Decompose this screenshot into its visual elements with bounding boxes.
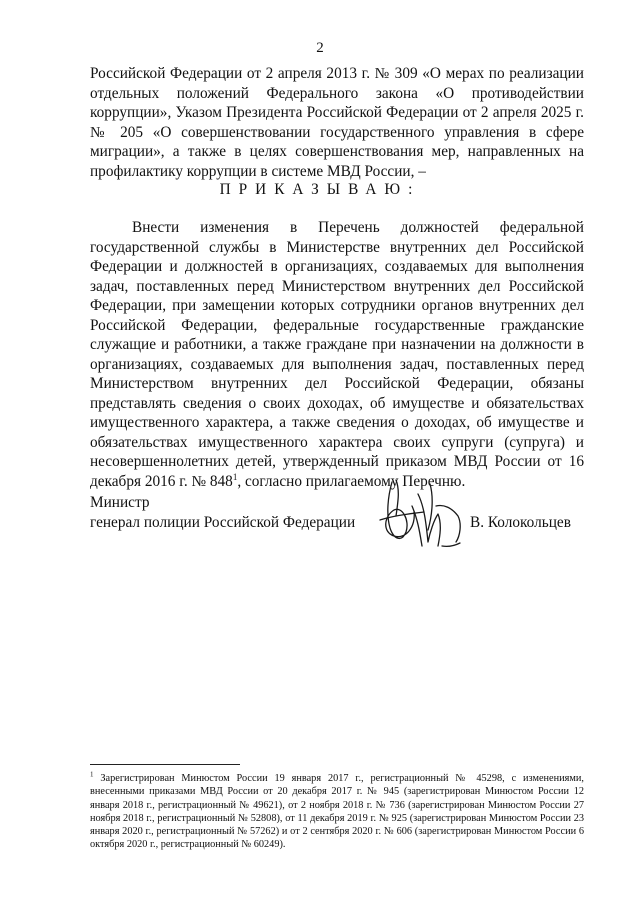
footnote-reference: 1 xyxy=(232,471,238,482)
order-paragraph-text: Внести изменения в Перечень должностей федеральной государственной службы в Министерстве внутренних дел Российской Федерации и должностей в организациях, создаваемых для выполнения задач, поставленных перед Министерством внутренних дел Российской Федерации, при замещении которых сотрудники органов внутренних дел Российской Федерации, федеральные государственные гражданские служащие и работники, а также граждане при назначении на должности в организациях, создаваемых для выполнения задач, поставленных перед Министерством внутренних дел Российской Федерации, обязаны представлять сведения о своих доходах, об имуществе и обязательствах имущественного характера, а также сведения о доходах, об имуществе и обязательствах имущественного характера своих супруги (супруга) и несовершеннолетних детей, утвержденный приказом МВД России от 16 декабря 2016 г. № 848 xyxy=(90,219,584,490)
order-heading: ПРИКАЗЫВАЮ: xyxy=(219,181,421,198)
intro-paragraph: Российской Федерации от 2 апреля 2013 г. № 309 «О мерах по реализации отдельных положений Федерального закона «О противодействии коррупции», Указом Президента Российской Федерации от 2 апреля 2025 г. № 205 «О совершенствовании государственного управления в сфере миграции», а также в целях совершенствования мер, направленных на профилактику коррупции в системе МВД России, – xyxy=(90,65,584,180)
page-number: 2 xyxy=(316,40,324,56)
footnote-divider xyxy=(90,764,240,765)
handwritten-signature xyxy=(372,476,468,556)
signer-name: В. Колокольцев xyxy=(470,514,571,531)
footnote xyxy=(90,772,584,852)
order-paragraph xyxy=(90,218,584,491)
footnote-text: Зарегистрирован Минюстом России 19 января 2017 г., регистрационный № 45298, с изменениями, внесенными приказами МВД России от 20 декабря 2017 г. № 945 (зарегистрирован Минюстом России 12 января 2018 г., регистрационный № 49621), от 2 ноября 2018 г. № 736 (зарегистрирован Минюстом России 27 ноября 2018 г., регистрационный № 52808), от 11 декабря 2019 г. № 925 (зарегистрирован Минюстом России 23 января 2020 г., регистрационный № 57262) и от 2 сентября 2020 г. № 606 (зарегистрирован Минюстом России 6 октября 2020 г., регистрационный № 60249). xyxy=(90,773,584,851)
signer-title-minister: Министр xyxy=(90,494,150,511)
signer-title-rank: генерал полиции Российской Федерации xyxy=(90,514,356,531)
footnote-mark: 1 xyxy=(90,770,94,779)
order-paragraph-tail: , согласно прилагаемому Перечню. xyxy=(237,472,466,490)
